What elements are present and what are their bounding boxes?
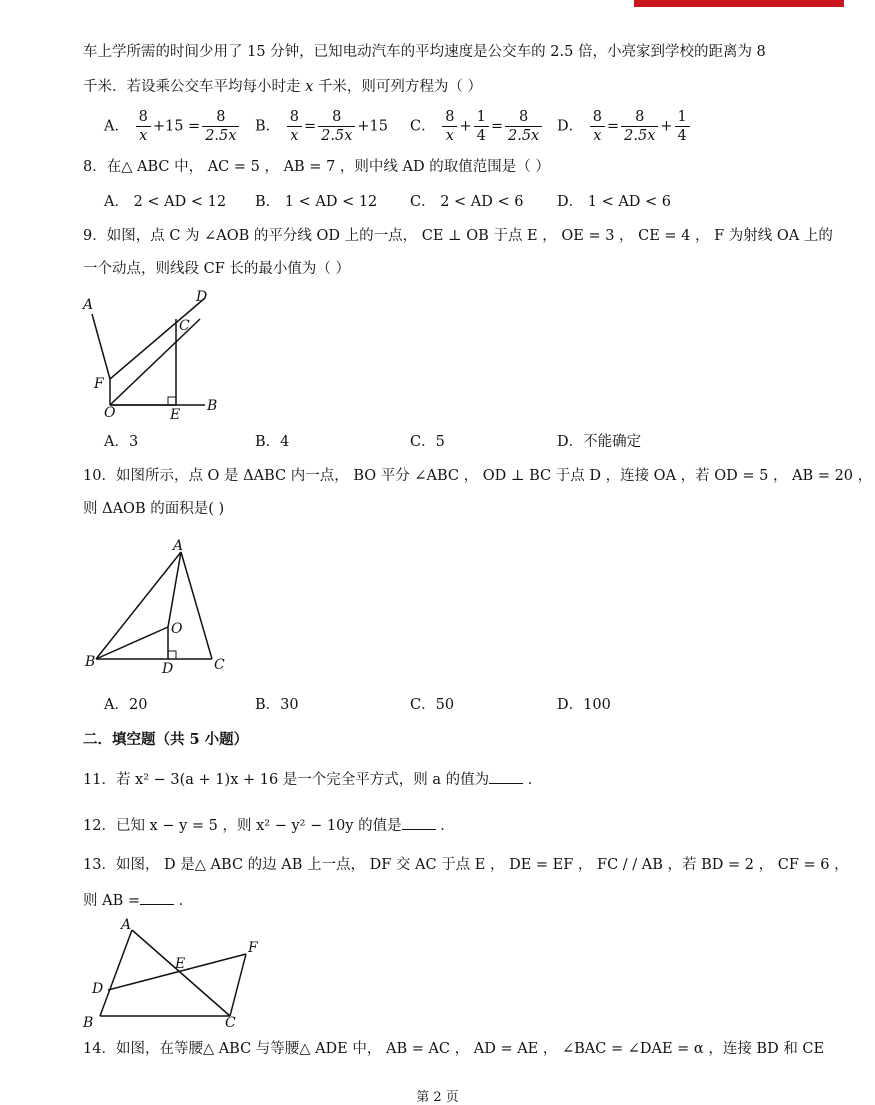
q13-line1: 13．如图， D 是△ ABC 的边 AB 上一点， DF 交 AC 于点 E ， DE = EF ， FC / / AB ，若 BD = 2 ， CF = 6 ， xyxy=(83,857,849,873)
q11-stem: 11．若 x² − 3(a + 1)x + 16 是一个完全平方式，则 a 的值为 ． xyxy=(83,769,542,790)
q10-option-c[interactable]: C．50 xyxy=(410,697,455,713)
q13-label-e: E xyxy=(175,956,186,972)
q10-label-b: B xyxy=(85,654,96,670)
q10-option-d[interactable]: D．100 xyxy=(557,697,611,713)
q9-label-a: A xyxy=(83,297,94,313)
q9-line1: 9．如图，点 C 为 ∠AOB 的平分线 OD 上的一点， CE ⊥ OB 于点 E ， OE = 3 ， CE = 4 ， F 为射线 OA 上的 xyxy=(83,228,833,244)
q9-option-b[interactable]: B．4 xyxy=(255,434,290,450)
q10-label-o: O xyxy=(171,621,183,637)
q7-option-a[interactable]: A． $\frac{8}{x}$ +15 = $\frac{8}{2.5x}$ xyxy=(104,108,241,145)
q8-option-c[interactable]: C． 2 < AD < 6 xyxy=(410,194,524,210)
q10-label-a: A xyxy=(173,538,184,554)
q10-label-d: D xyxy=(162,661,174,677)
q10-option-b[interactable]: B．30 xyxy=(255,697,299,713)
q8-option-d[interactable]: D． 1 < AD < 6 xyxy=(557,194,672,210)
q10-option-a[interactable]: A．20 xyxy=(104,697,148,713)
q13-label-c: C xyxy=(225,1015,236,1031)
q9-label-f: F xyxy=(94,376,104,392)
q9-label-c: C xyxy=(179,318,190,334)
q13-label-b: B xyxy=(83,1015,94,1031)
q9-label-e: E xyxy=(170,407,181,423)
q10-figure xyxy=(82,532,242,682)
q11-answer-blank[interactable] xyxy=(489,769,523,784)
q7-option-b[interactable]: B． $\frac{8}{x}$ = $\frac{8}{2.5x}$ +15 xyxy=(255,109,389,144)
q10-line2: 则 ΔAOB 的面积是( ) xyxy=(83,501,225,517)
q10-label-c: C xyxy=(214,657,225,673)
q10-line1: 10．如图所示，点 O 是 ΔABC 内一点， BO 平分 ∠ABC ， OD ⊥ BC 于点 D ，连接 OA ，若 OD = 5 ， AB = 20 ， xyxy=(83,468,873,484)
q9-figure xyxy=(80,284,230,424)
q12-stem: 12．已知 x − y = 5 ，则 x² − y² − 10y 的值是 ． xyxy=(83,815,455,836)
q12-answer-blank[interactable] xyxy=(402,815,436,830)
q8-option-a[interactable]: A． 2 < AD < 12 xyxy=(104,194,227,210)
q7-line1: 车上学所需的时间少用了 15 分钟，已知电动汽车的平均速度是公交车的 2.5 倍，小亮家到学校的距离为 8 xyxy=(83,44,766,60)
q9-option-a[interactable]: A．3 xyxy=(104,434,139,450)
q13-answer-blank[interactable] xyxy=(140,890,174,905)
page-footer: 第 2 页 xyxy=(416,1090,459,1105)
q7-option-d[interactable]: D． $\frac{8}{x}$ = $\frac{8}{2.5x}$ + $\frac{1}{4}$ xyxy=(557,108,692,145)
q7-option-c[interactable]: C． $\frac{8}{x}$ + $\frac{1}{4}$ = $\frac{8}{2.5x}$ xyxy=(410,108,544,145)
q9-label-b: B xyxy=(207,398,218,414)
header-banner xyxy=(634,0,844,7)
q9-option-c[interactable]: C．5 xyxy=(410,434,445,450)
q13-label-a: A xyxy=(121,917,132,933)
section-heading: 二．填空题（共 5 小题） xyxy=(83,731,249,748)
q9-label-o: O xyxy=(104,405,116,421)
q9-option-d[interactable]: D．不能确定 xyxy=(557,434,642,450)
q13-label-f: F xyxy=(248,940,258,956)
q8-stem: 8．在△ ABC 中， AC = 5 ， AB = 7 ，则中线 AD 的取值范围是（ ） xyxy=(83,159,550,175)
q9-label-d: D xyxy=(196,289,208,305)
q13-figure xyxy=(80,914,270,1034)
q13-line2: 则 AB = ． xyxy=(83,890,193,911)
q9-line2: 一个动点，则线段 CF 长的最小值为（ ） xyxy=(83,261,350,277)
q8-option-b[interactable]: B． 1 < AD < 12 xyxy=(255,194,378,210)
q13-label-d: D xyxy=(92,981,104,997)
q7-line2: 千米．若设乘公交车平均每小时走 x 千米，则可列方程为（ ） xyxy=(83,79,483,95)
q14-line1: 14．如图，在等腰△ ABC 与等腰△ ADE 中， AB = AC ， AD = AE ， ∠BAC = ∠DAE = α ，连接 BD 和 CE xyxy=(83,1041,825,1057)
